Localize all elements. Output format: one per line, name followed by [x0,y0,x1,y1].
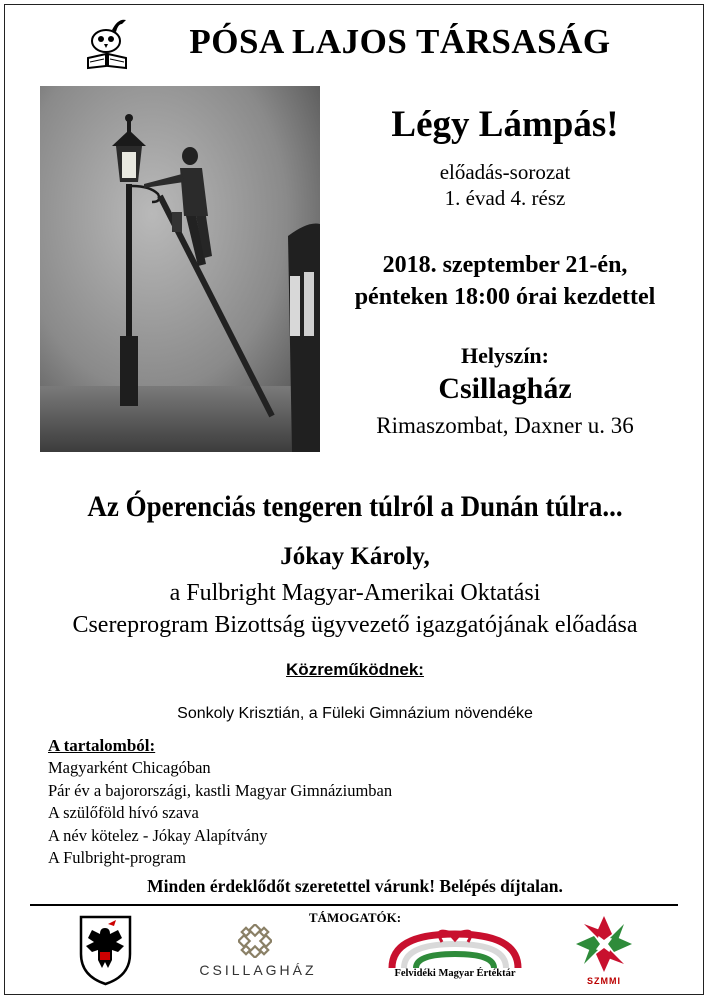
separator-line [30,904,678,906]
owl-book-logo-icon [82,14,132,70]
venue-address: Rimaszombat, Daxner u. 36 [376,413,634,438]
list-item: A szülőföld hívó szava [48,803,199,822]
felvideki-ertektar-logo-icon [382,928,528,968]
szmmi-logo-icon [574,912,634,978]
series-episode: 1. évad 4. rész [444,186,566,210]
list-item: Magyarként Chicagóban [48,758,211,777]
event-date: 2018. szeptember 21-én, [382,252,628,278]
contributors-label: Közreműködnek: [286,660,424,679]
list-item: Pár év a bajorországi, kastli Magyar Gimnáziumban [48,780,393,800]
felvideki-ertektar-text: Felvidéki Magyar Értéktár [394,968,516,979]
lecture-title: Az Óperenciás tengeren túlról a Dunán túlra... [87,490,623,523]
speaker-description-line-2: Csereprogram Bizottság ügyvezető igazgatójának előadása [72,612,638,638]
list-item: A Fulbright-program [48,848,186,867]
coat-of-arms-eagle-icon [78,914,133,986]
welcome-message: Minden érdeklődőt szeretettel várunk! Belépés díjtalan. [147,876,563,896]
event-time: pénteken 18:00 órai kezdettel [354,284,656,310]
csillaghaz-star-logo-icon [238,924,272,958]
contents-heading: A tartalomból: [48,736,156,755]
speaker-description-line-1: a Fulbright Magyar-Amerikai Oktatási [169,580,541,606]
csillaghaz-logo-text: CSILLAGHÁZ [199,962,317,978]
contributor-name: Sonkoly Krisztián, a Füleki Gimnázium növendéke [177,705,533,722]
szmmi-logo-text: SZMMI [587,976,621,986]
lamplighter-photo [40,86,320,452]
contents-list [48,757,392,870]
venue-name: Csillagház [438,372,572,405]
venue-label: Helyszín: [461,343,549,368]
sponsors-label: TÁMOGATÓK: [308,910,402,925]
speaker-name: Jókay Károly, [280,543,430,570]
organization-title: PÓSA LAJOS TÁRSASÁG [189,22,611,61]
list-item: A név kötelez - Jókay Alapítvány [48,825,268,845]
series-subtitle: előadás-sorozat [439,160,571,184]
series-title: Légy Lámpás! [391,104,619,145]
